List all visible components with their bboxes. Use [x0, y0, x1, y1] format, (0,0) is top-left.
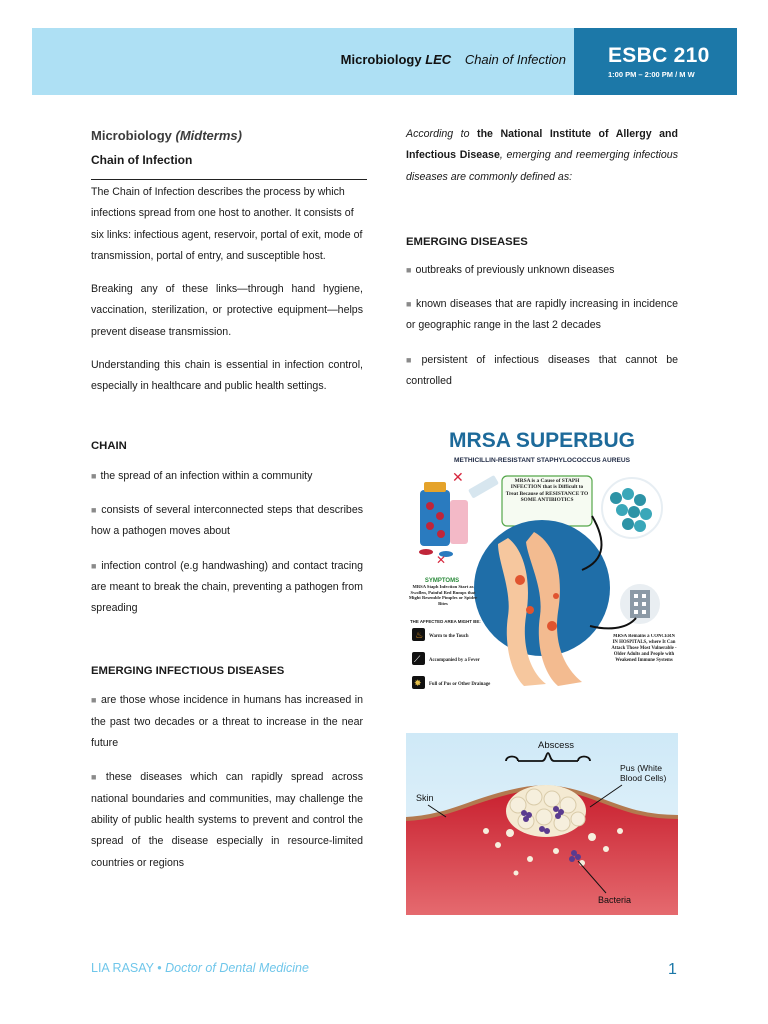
course-code: ESBC 210 — [608, 44, 710, 67]
bullet-icon: ■ — [406, 264, 412, 275]
affected-item: Accompanied by a Fever — [429, 658, 480, 663]
subject-title — [91, 128, 363, 143]
list-item: ■ consists of several interconnected steps that describes how a pathogen moves about — [91, 503, 364, 538]
bullet-icon: ■ — [91, 470, 97, 481]
thermometer-icon: ⟋ — [414, 655, 421, 665]
mrsa-subtitle: METHICILLIN-RESISTANT STAPHYLOCOCCUS AUREUS — [453, 457, 631, 464]
right-column — [406, 124, 678, 392]
bullet-icon: ■ — [91, 560, 98, 571]
bullet-icon: ■ — [91, 772, 102, 783]
topic-title: Chain of Infection — [91, 153, 193, 167]
abscess-label: Abscess — [538, 740, 574, 751]
bullet-icon: ■ — [406, 299, 412, 310]
course-type: LEC — [425, 52, 452, 67]
list-item: ■ the spread of an infection within a community — [91, 469, 313, 482]
intro-paragraph: The Chain of Infection describes the process by which infections spread from one host to another. It consists of six links: infectious agent, reservoir, portal of exit, mode of transmission, portal of entry, and susceptible host. — [91, 186, 363, 262]
divider — [91, 179, 367, 180]
affected-item: Full of Pus or Other Drainage — [429, 682, 491, 687]
flame-icon: ♨ — [415, 631, 424, 641]
author-role: Doctor of Dental Medicine — [165, 961, 309, 975]
lead-org: the National Institute of Allergy and Infectious Disease — [406, 128, 678, 162]
mrsa-infographic — [406, 420, 678, 708]
affected-heading: THE AFFECTED AREA MIGHT BE: — [410, 619, 481, 624]
list-item: ■ infection control (e.g handwashing) and contact tracing are meant to break the chain, preventing a pathogen from spreading — [91, 559, 363, 615]
author-name: LIA RASAY — [91, 961, 154, 975]
intro-paragraph: Breaking any of these links—through hand hygiene, vaccination, sterilization, or protective equipment—helps prevent disease transmission. — [91, 283, 363, 338]
left-column — [91, 124, 363, 874]
footer-author — [91, 961, 309, 975]
abscess-diagram — [406, 733, 678, 915]
course-schedule: 1:00 PM – 2:00 PM / M W — [608, 70, 695, 79]
lead-paragraph: According to the National Institute of Allergy and Infectious Disease, emerging and reemerging infectious diseases are commonly defined as: — [406, 128, 678, 183]
header-topic: Chain of Infection — [464, 52, 566, 67]
intro-paragraph: Understanding this chain is essential in infection control, especially in healthcare and public health settings. — [91, 359, 363, 393]
list-item: ■ outbreaks of previously unknown diseases — [406, 263, 615, 276]
hospital-icon — [620, 584, 660, 624]
concern-text: MRSA Remains a CONCERN IN HOSPITALS, where It Can Attack Those Most Vulnerable - Older Adults and People with Weakened Immune Systems — [611, 634, 677, 663]
header-band — [32, 28, 574, 95]
separator: • — [157, 961, 162, 975]
skin-label: Skin — [416, 793, 434, 803]
bullet-icon: ■ — [91, 695, 98, 706]
affected-item: Warm to the Touch — [429, 634, 469, 639]
symptoms-text: MRSA Staph Infection Start as Swollen, Painful Red Bumps that Might Resemble Pimples or Spider Bites — [408, 584, 478, 606]
list-item: ■ persistent of infectious diseases that cannot be controlled — [406, 353, 679, 388]
bullet-icon: ■ — [91, 504, 98, 515]
bullet-icon: ■ — [406, 354, 418, 365]
subject-name: Microbiology — [91, 128, 172, 143]
course-name: Microbiology — [340, 52, 422, 67]
list-item: ■ known diseases that are rapidly increasing in incidence or geographic range in the last 2 decades — [406, 298, 678, 332]
page-number: 1 — [668, 961, 677, 978]
pus-icon: ✸ — [414, 679, 422, 689]
list-item: ■ are those whose incidence in humans has increased in the past two decades or a threat to increase in the near future — [91, 694, 363, 750]
pus-label: Pus (White Blood Cells) — [620, 763, 667, 783]
bacteria-cluster-icon — [602, 478, 662, 538]
course-code-box — [574, 28, 737, 95]
svg-text:✕: ✕ — [452, 470, 464, 486]
cause-text: MRSA is a Cause of STAPH INFECTION that is Difficult to Treat Because of RESISTANCE TO SOME ANTIBIOTICS — [505, 478, 589, 504]
header-title — [341, 52, 566, 67]
chain-heading: CHAIN — [91, 439, 127, 452]
symptoms-heading: SYMPTOMS — [424, 578, 460, 584]
subject-term: (Midterms) — [175, 128, 242, 143]
emerging-heading: EMERGING DISEASES — [406, 235, 528, 248]
list-item: ■ these diseases which can rapidly spread across national boundaries and communities, may challenge the ability of public health systems to prevent and control the spread of the disease especially in resource-limited countries or regions — [91, 771, 364, 869]
mrsa-title: MRSA SUPERBUG — [449, 429, 635, 452]
svg-text:✕: ✕ — [436, 553, 447, 567]
eid-heading: EMERGING INFECTIOUS DISEASES — [91, 665, 285, 678]
bacteria-label: Bacteria — [598, 895, 632, 905]
